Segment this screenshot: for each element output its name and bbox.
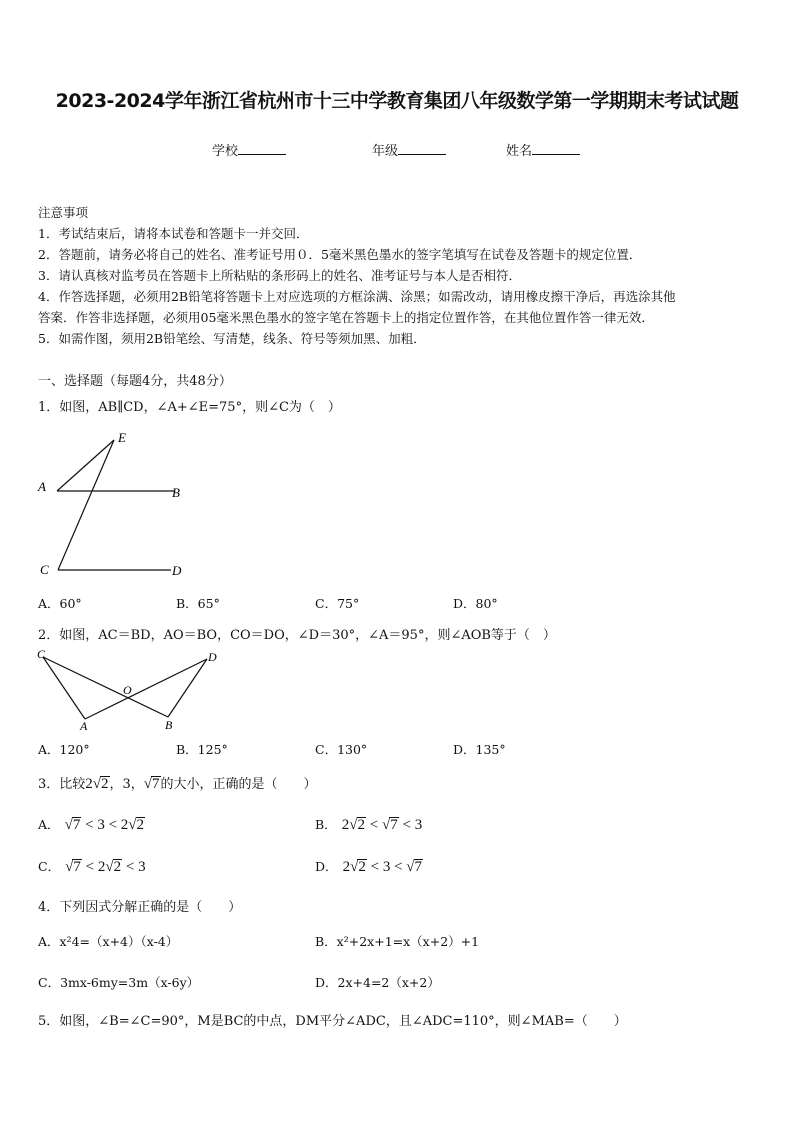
- school-label: 学校: [212, 144, 239, 159]
- name-field[interactable]: [506, 140, 580, 159]
- line-ae: [57, 440, 114, 491]
- notice-item: 4．作答选择题，必须用2B铅笔将答题卡上对应选项的方框涂满、涂黑；如需改动，请用橡皮擦干净后，再选涂其他: [38, 289, 676, 304]
- q1-option-d[interactable]: D．80°: [453, 596, 498, 611]
- q3-option-d[interactable]: D． 2√2 < 3 < √7: [315, 859, 423, 875]
- school-field[interactable]: [212, 140, 286, 159]
- radical-sign: √: [143, 776, 153, 792]
- question-1-stem: 1．如图，AB∥CD，∠A+∠E=75°，则∠C为（ ）: [38, 400, 341, 415]
- question-3-stem: [38, 773, 317, 793]
- label-a: A: [80, 719, 88, 733]
- q2-option-d[interactable]: D．135°: [453, 742, 506, 757]
- question-1-figure: [30, 425, 200, 585]
- q1-option-a[interactable]: A．60°: [38, 596, 82, 611]
- q2-option-a[interactable]: A．120°: [38, 742, 90, 757]
- q2-option-b[interactable]: B．125°: [176, 742, 228, 757]
- q4-option-d[interactable]: D．2x+4=2（x+2）: [315, 975, 440, 990]
- label-c: C: [40, 562, 49, 577]
- label-d: D: [208, 650, 217, 664]
- q3-option-b[interactable]: B． 2√2 < √7 < 3: [315, 817, 423, 833]
- grade-field[interactable]: [372, 140, 446, 159]
- question-5-stem: 5．如图，∠B=∠C=90°，M是BC的中点，DM平分∠ADC，且∠ADC=110°，则∠MAB=（ ）: [38, 1014, 627, 1029]
- q2-option-c[interactable]: C．130°: [315, 742, 368, 757]
- radical-sign: √: [92, 776, 102, 792]
- q3-option-c[interactable]: C． √7 < 2√2 < 3: [38, 859, 146, 875]
- q3-stem-post: 的大小，正确的是（ ）: [160, 777, 317, 792]
- line-ec: [58, 440, 114, 570]
- question-2-stem: 2．如图，AC＝BD，AO＝BO，CO＝DO，∠D＝30°，∠A＝95°，则∠AOB等于（ ）: [38, 628, 556, 643]
- notice-item: 答案．作答非选择题，必须用05毫米黑色墨水的签字笔在答题卡上的指定位置作答，在其他位置作答一律无效．: [38, 310, 654, 325]
- line-ca: [43, 657, 85, 719]
- line-ad: [85, 659, 207, 719]
- notice-item: 3．请认真核对监考员在答题卡上所粘贴的条形码上的姓名、准考证号与本人是否相符．: [38, 268, 521, 283]
- q1-option-b[interactable]: B．65°: [176, 596, 220, 611]
- notice-item: 2．答题前，请务必将自己的姓名、准考证号用０．5毫米黑色墨水的签字笔填写在试卷及答题卡的规定位置．: [38, 247, 642, 262]
- grade-label: 年级: [372, 144, 399, 159]
- page-title: 2023-2024学年浙江省杭州市十三中学教育集团八年级数学第一学期期末考试试题: [55, 90, 739, 112]
- school-blank[interactable]: [238, 142, 286, 155]
- notice-item: 1．考试结束后，请将本试卷和答题卡一并交回．: [38, 226, 309, 241]
- question-4-stem: 4．下列因式分解正确的是（ ）: [38, 900, 242, 915]
- question-2-figure: [30, 645, 230, 735]
- label-b: B: [165, 718, 173, 732]
- q4-option-c[interactable]: C．3mx-6my=3m（x-6y）: [38, 975, 200, 990]
- line-db: [168, 659, 207, 717]
- notice-heading: 注意事项: [38, 205, 89, 220]
- name-label: 姓名: [506, 144, 533, 159]
- name-blank[interactable]: [532, 142, 580, 155]
- grade-blank[interactable]: [398, 142, 446, 155]
- q1-option-c[interactable]: C．75°: [315, 596, 360, 611]
- label-e: E: [118, 430, 126, 445]
- q3-option-a[interactable]: A． √7 < 3 < 2√2: [38, 817, 145, 833]
- notice-item: 5．如需作图，须用2B铅笔绘、写清楚，线条、符号等须加黑、加粗．: [38, 331, 426, 346]
- q3-expr-2sqrt2: 2√2: [85, 776, 109, 792]
- q3-expr-sqrt7: √7: [143, 776, 160, 792]
- label-d: D: [172, 563, 182, 578]
- q4-option-b[interactable]: B．x²+2x+1=x（x+2）+1: [315, 934, 480, 949]
- q3-stem-pre: 3．比较: [38, 777, 86, 792]
- section-heading: 一、选择题（每题4分，共48分）: [38, 374, 232, 389]
- label-c: C: [37, 647, 46, 661]
- label-a: A: [38, 479, 46, 494]
- q4-option-a[interactable]: A．x²4=（x+4）（x-4）: [38, 934, 179, 949]
- label-b: B: [172, 485, 180, 500]
- q3-stem-mid: ，3，: [109, 777, 144, 792]
- label-o: O: [123, 683, 132, 697]
